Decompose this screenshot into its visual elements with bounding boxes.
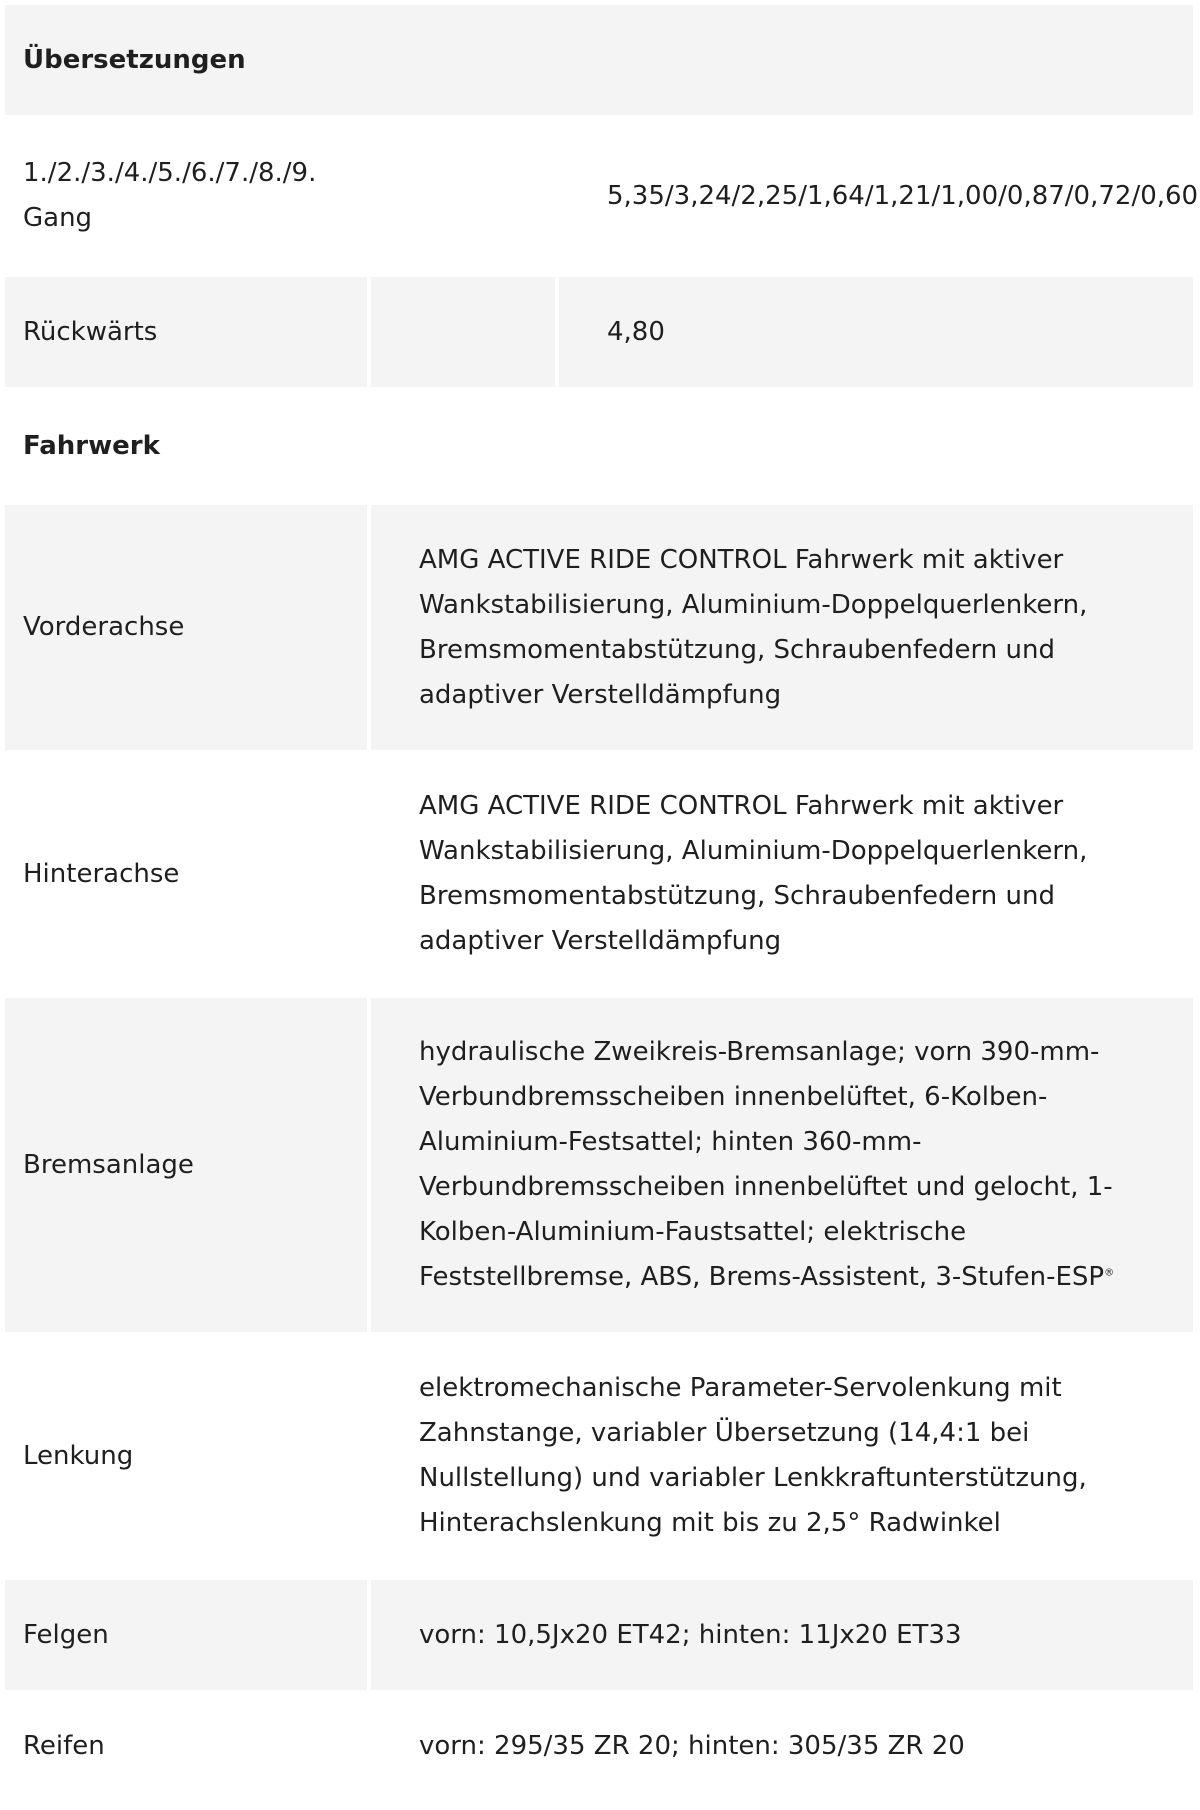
table-row-lenkung (5, 1332, 1193, 1580)
row-label: Lenkung (23, 1440, 134, 1471)
section-header-uebersetzungen (5, 5, 1193, 115)
row-label: Hinterachse (23, 858, 180, 889)
row-value: vorn: 295/35 ZR 20; hinten: 305/35 ZR 20 (419, 1730, 965, 1761)
table-row-hinterachse (5, 750, 1193, 998)
row-label: Felgen (5, 1580, 367, 1690)
row-value: 5,35/3,24/2,25/1,64/1,21/1,00/0,87/0,72/0,60 (607, 180, 1199, 211)
section-title: Fahrwerk (23, 430, 160, 461)
table-row-vorderachse (5, 505, 1193, 750)
row-label: Bremsanlage (5, 998, 367, 1332)
row-value: vorn: 10,5Jx20 ET42; hinten: 11Jx20 ET33 (371, 1580, 1193, 1690)
row-label: Reifen (23, 1730, 105, 1761)
section-header-fahrwerk (5, 387, 1193, 505)
brake-text: hydraulische Zweikreis-Bremsanlage; vorn 390-mm-Verbundbremsscheiben innenbelüftet, 6-Kolben-Aluminium-Festsattel; hinten 360-mm-Verbundbremsscheiben innenbelüftet und gelocht, 1-Kolben-Aluminium-Faustsattel; elektrische Feststellbremse, ABS, Brems-Assistent, 3-Stufen-ESP (419, 1037, 1113, 1292)
row-label: 1./2./3./4./5./6./7./8./9. Gang (23, 158, 317, 233)
table-row-gang (5, 115, 1199, 277)
row-value (371, 998, 1193, 1332)
section-title: Übersetzungen (5, 5, 1193, 115)
row-value: AMG ACTIVE RIDE CONTROL Fahrwerk mit aktiver Wankstabilisierung, Aluminium-Doppelquerlenkern, Bremsmomentabstützung, Schraubenfedern und adaptiver Verstelldämpfung (419, 791, 1088, 956)
row-value: 4,80 (559, 277, 1193, 387)
table-row-bremsanlage (5, 998, 1193, 1332)
registered-mark: ® (1104, 1267, 1115, 1279)
row-spacer (371, 277, 555, 387)
table-row-rueckwaerts (5, 277, 1193, 387)
table-row-reifen (5, 1690, 1193, 1802)
row-value: elektromechanische Parameter-Servolenkung mit Zahnstange, variabler Übersetzung (14,4:1 bei Nullstellung) und variabler Lenkkraftunterstützung, Hinterachslenkung mit bis zu 2,5° Radwinkel (419, 1373, 1087, 1538)
row-value: AMG ACTIVE RIDE CONTROL Fahrwerk mit aktiver Wankstabilisierung, Aluminium-Doppelquerlenkern, Bremsmomentabstützung, Schraubenfedern und adaptiver Verstelldämpfung (371, 505, 1193, 750)
row-label: Vorderachse (5, 505, 367, 750)
row-label: Rückwärts (5, 277, 367, 387)
table-row-felgen (5, 1580, 1193, 1690)
